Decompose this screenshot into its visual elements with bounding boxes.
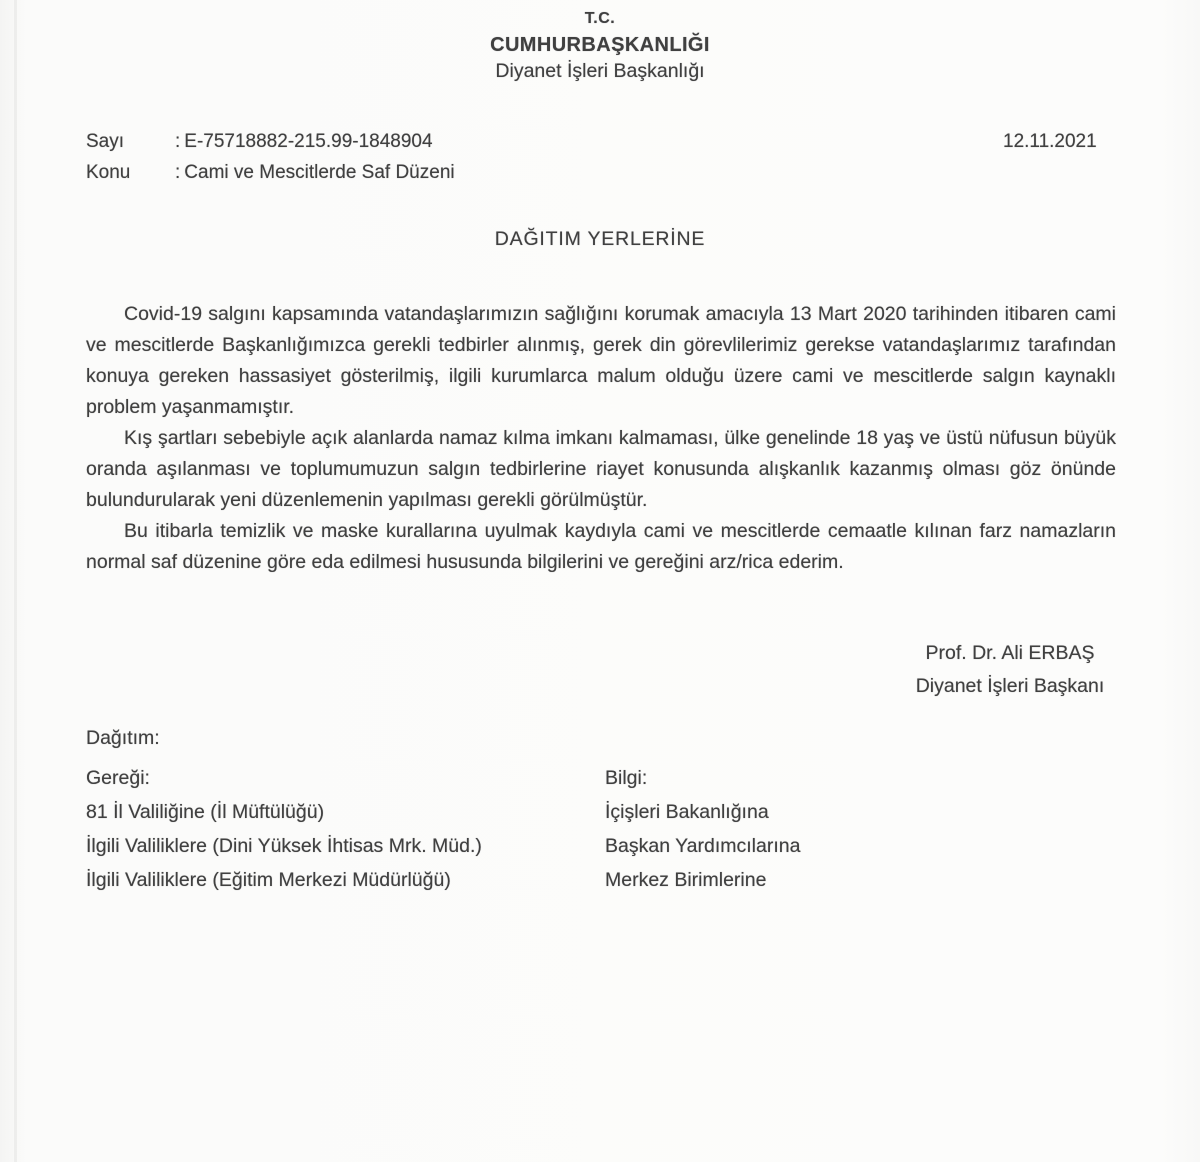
konu-label: Konu: [86, 162, 131, 183]
konu-value: Cami ve Mescitlerde Saf Düzeni: [184, 162, 455, 183]
bilgi-item-3: Merkez Birimlerine: [605, 869, 767, 891]
letterhead-state-abbrev: T.C.: [584, 10, 616, 27]
letter-date: 12.11.2021: [1003, 131, 1097, 152]
geregi-label: Gereği:: [86, 767, 150, 789]
letterhead-presidency: CUMHURBAŞKANLIĞI: [490, 34, 710, 56]
letterhead-department: Diyanet İşleri Başkanlığı: [495, 60, 705, 82]
geregi-item-3: İlgili Valiliklere (Eğitim Merkezi Müdürlüğü): [86, 869, 451, 891]
letter-body: [86, 299, 1116, 578]
salutation: DAĞITIM YERLERİNE: [494, 228, 706, 250]
signature-block: [855, 637, 1165, 703]
signatory-title: Diyanet İşleri Başkanı: [915, 675, 1105, 697]
reference-number-row: [86, 131, 433, 153]
sayi-separator: :: [175, 131, 181, 152]
scan-artifact-edge: [14, 0, 17, 1162]
subject-row: [86, 162, 455, 184]
bilgi-label: Bilgi:: [605, 767, 648, 789]
distribution-geregi-column: [86, 761, 482, 897]
letterhead: [0, 6, 1200, 84]
geregi-item-1: 81 İl Valiliğine (İl Müftülüğü): [86, 801, 325, 823]
bilgi-item-1: İçişleri Bakanlığına: [605, 801, 769, 823]
konu-separator: :: [175, 162, 181, 183]
bilgi-item-2: Başkan Yardımcılarına: [605, 835, 801, 857]
paragraph-3: Bu itibarla temizlik ve maske kurallarına uyulmak kaydıyla cami ve mescitlerde cemaatle kılınan farz namazların normal saf düzenine göre eda edilmesi hususunda bilgilerini ve gereğini arz/rica ederim.: [86, 520, 1116, 573]
signatory-name: Prof. Dr. Ali ERBAŞ: [925, 642, 1095, 664]
sayi-label: Sayı: [86, 131, 125, 152]
distribution-heading: Dağıtım:: [86, 727, 160, 749]
geregi-item-2: İlgili Valiliklere (Dini Yüksek İhtisas Mrk. Müd.): [86, 835, 482, 857]
sayi-value: E-75718882-215.99-1848904: [184, 131, 433, 152]
paragraph-1: Covid-19 salgını kapsamında vatandaşlarımızın sağlığını korumak amacıyla 13 Mart 2020 tarihinden itibaren cami ve mescitlerde Başkanlığımızca gerekli tedbirler alınmış, gerek din görevlilerimiz gerekse vatandaşlarımız tarafından konuya gereken hassasiyet gösterilmiş, ilgili kurumlarca malum olduğu üzere cami ve mescitlerde salgın kaynaklı problem yaşanmamıştır.: [86, 303, 1116, 418]
distribution-bilgi-column: [605, 761, 800, 897]
paragraph-2: Kış şartları sebebiyle açık alanlarda namaz kılma imkanı kalmaması, ülke genelinde 18 yaş ve üstü nüfusun büyük oranda aşılanması ve toplumumuzun salgın tedbirlerine riayet konusunda alışkanlık kazanmış olması göz önünde bulundurularak yeni düzenlemenin yapılması gerekli görülmüştür.: [86, 427, 1116, 511]
